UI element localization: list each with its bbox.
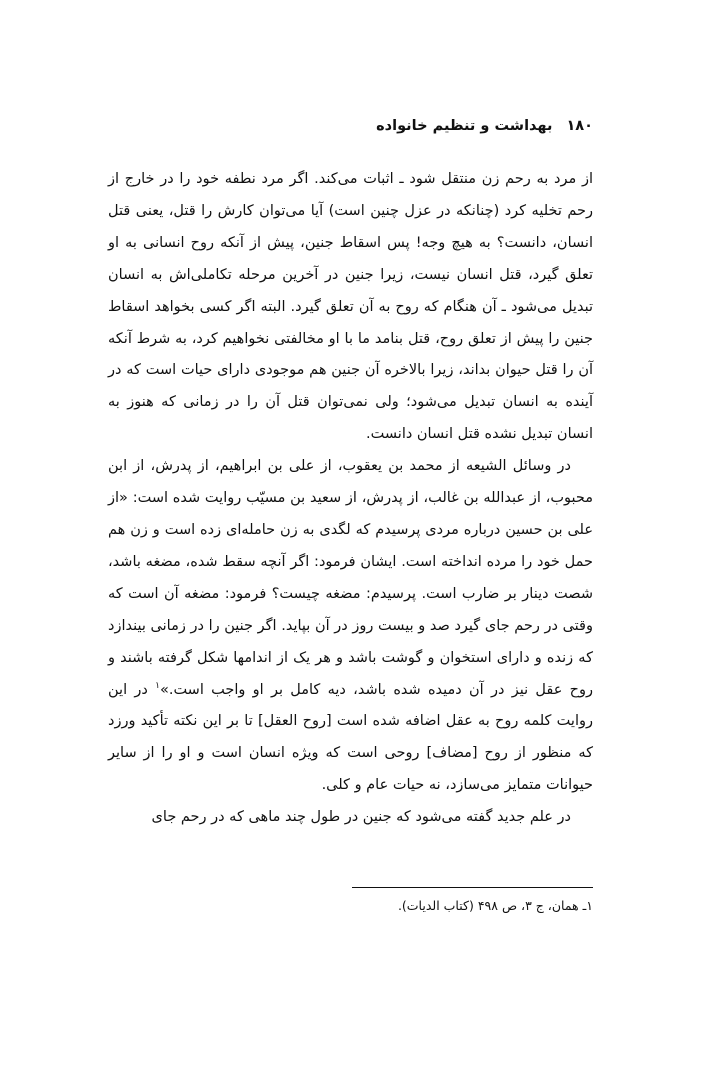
paragraph-2 — [108, 451, 593, 802]
paragraph-1: از مرد به رحم زن منتقل شود ـ اثبات می‌کند. اگر مرد نطفه خود را در خارج از رحم تخلیه کرد (چنانکه در عزل چنین است) آیا می‌توان کارش را قتل، یعنی قتل انسان، دانست؟ به هیچ وجه! پس اسقاط جنین، پیش از آنکه روح انسانی به او تعلق گیرد، قتل انسان نیست، زیرا جنین در آخرین مرحله تکاملی‌اش به انسان تبدیل می‌شود ـ آن هنگام که روح به آن تعلق گیرد. البته اگر کسی بخواهد اسقاط جنین را پیش از تعلق روح، قتل بنامد ما با او مخالفتی نخواهیم کرد، به شرط آنکه آن را قتل حیوان بداند، زیرا بالاخره آن جنین هم موجودی دارای حیات است که در آینده به انسان تبدیل می‌شود؛ ولی نمی‌توان قتل آن را در زمانی که هنوز به انسان تبدیل نشده قتل انسان دانست. — [108, 171, 593, 443]
running-header — [108, 118, 593, 134]
footnote: ۱ـ همان، ج ۳، ص ۴۹۸ (کتاب الدیات). — [397, 898, 593, 913]
main-text — [108, 164, 593, 834]
running-title: بهداشت و تنظیم خانواده — [376, 118, 553, 134]
footnote-reference: ۱ — [155, 680, 160, 691]
page-number: ۱۸۰ — [566, 118, 593, 134]
footnote-divider — [352, 887, 593, 888]
paragraph-2-rest: در این روایت کلمه روح به عقل اضافه شده است [روح العقل] تا بر این نکته تأکید ورزد که منظور از روح [مضاف] روحی است که ویژه انسان است و او را از سایر حیوانات متمایز می‌سازد، نه حیات عام و کلی. — [108, 681, 593, 794]
paragraph-2-quote: در وسائل الشیعه از محمد بن یعقوب، از علی بن ابراهیم، از پدرش، از ابن محبوب، از عبدالله بن غالب، از پدرش، از سعید بن مسیّب روایت شده است: «از علی بن حسین درباره مردی پرسیدم که لگدی به زن حامله‌ای زده است و زن هم حمل خود را مرده انداخته است. ایشان فرمود: اگر آنچه سقط شده، مضغه باشد، شصت دینار بر ضارب است. پرسیدم: مضغه چیست؟ فرمود: مضغه آن است که وقتی در رحم جای گیرد صد و بیست روز در آن بپاید. اگر جنین را در زمانی بیندازد که زنده و دارای استخوان و گوشت باشد و هر یک از اندامها شکل گرفته باشند و روح عقل نیز در آن دمیده شده باشد، دیه کامل بر او واجب است.» — [108, 458, 594, 698]
paragraph-3: در علم جدید گفته می‌شود که جنین در طول چند ماهی که در رحم جای — [151, 809, 571, 826]
